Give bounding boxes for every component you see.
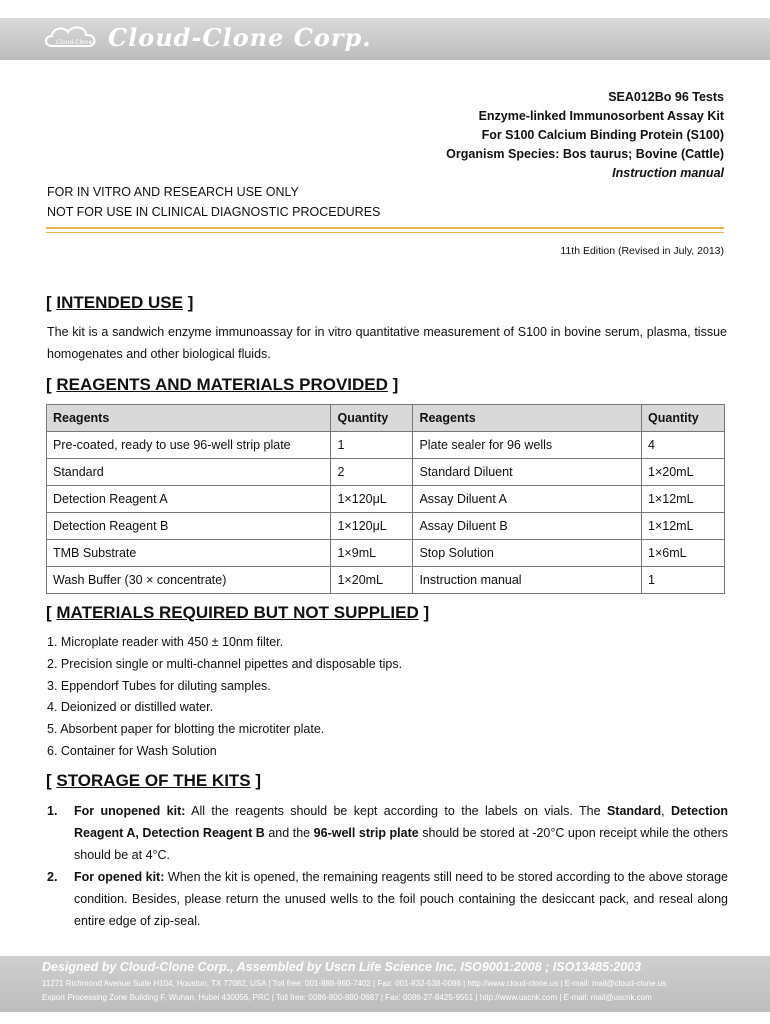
text-run: should be stored at -20°C upon receipt while the others should be at 4°C. [74,826,729,862]
item-text [74,800,728,866]
organism-species: Organism Species: Bos taurus; Bovine (Cattle) [446,147,724,161]
kit-type: Enzyme-linked Immunosorbent Assay Kit [478,109,724,123]
table-cell: Detection Reagent B [47,513,331,540]
table-cell: Pre-coated, ready to use 96-well strip plate [47,432,331,459]
table-cell: 1×20mL [331,567,413,594]
intended-use-text: The kit is a sandwich enzyme immunoassay for in vitro quantitative measurement of S100 in bovine serum, plasma, tissue homogenates and other biological fluids. [47,325,727,361]
list-item: 1. Microplate reader with 450 ± 10nm filter. [47,635,284,649]
table-row [47,459,725,486]
table-cell: 1×12mL [642,486,725,513]
table-cell: 1×12mL [642,513,725,540]
list-item [47,866,728,932]
text-run: and the [264,826,314,840]
table-cell: 1×120μL [331,486,413,513]
table-cell: 1×6mL [642,540,725,567]
table-cell: Standard Diluent [413,459,642,486]
item-text [74,866,728,932]
table-row [47,432,725,459]
divider-thin [46,232,724,233]
materials-title: MATERIALS REQUIRED BUT NOT SUPPLIED [56,603,419,622]
table-cell: 2 [331,459,413,486]
table-cell: TMB Substrate [47,540,331,567]
table-cell: Assay Diluent A [413,486,642,513]
brand-name: Cloud-Clone Corp. [108,22,372,52]
table-row [47,513,725,540]
item-lead: For opened kit: [74,870,165,884]
footer-prc-address: Export Processing Zone Building F, Wuhan, Hubei 430056, PRC | Toll free: 0086-800-880-0687 | Fax: 0086-27-8425-9551 | http://www.uscnk.com | E-mail: mail@uscnk.com [42,993,652,1002]
footer-us-address: 11271 Richmond Avenue Suite H104, Houston, TX 77082, USA | Toll free: 001-888-960-7402 | Fax: 001-832-538-0086 | http://www.cloud-clone.us | E-mail: mail@cloud-clone.us [42,979,667,988]
clinical-use-line: NOT FOR USE IN CLINICAL DIAGNOSTIC PROCEDURES [47,205,381,219]
svg-text:Cloud-Clone: Cloud-Clone [56,39,93,46]
storage-list [47,800,728,932]
bold-run: Detection Reagent A, Detection Reagent B [74,804,728,840]
item-number: 1. [47,804,58,818]
reagents-title: REAGENTS AND MATERIALS PROVIDED [56,375,388,394]
storage-title: STORAGE OF THE KITS [56,771,251,790]
bold-run: Standard [606,804,662,818]
table-cell: 1×9mL [331,540,413,567]
column-header: Quantity [642,405,725,432]
table-cell: 4 [642,432,725,459]
table-header-row [47,405,725,432]
text-run: All the reagents should be kept according to the labels on vials. The [185,804,607,818]
table-cell: Stop Solution [413,540,642,567]
product-code: SEA012Bo 96 Tests [608,90,724,104]
usage-notice [47,182,380,222]
cloud-logo-icon [42,22,100,52]
table-row [47,540,725,567]
reagents-table [46,404,725,594]
table-cell: 1 [642,567,725,594]
table-cell: 1 [331,432,413,459]
footer-credits: Designed by Cloud-Clone Corp., Assembled by Uscn Life Science Inc. ISO9001:2008 ; ISO13485:2003 [42,960,642,974]
footer-band [0,956,770,1012]
text-run: When the kit is opened, the remaining reagents still need to be stored according to the above storage condition. Besides, please return the unused wells to the foil pouch containing the desiccant pack, and reseal along entire edge of zip-seal. [74,870,728,928]
text-run: , [661,804,672,818]
list-item [47,800,728,866]
list-item: 4. Deionized or distilled water. [47,700,214,715]
list-item: 5. Absorbent paper for blotting the microtiter plate. [47,722,325,737]
item-lead: For unopened kit: [74,804,186,818]
table-row [47,567,725,594]
table-cell: Detection Reagent A [47,486,331,513]
materials-list [47,632,402,763]
reagents-heading: [ REAGENTS AND MATERIALS PROVIDED ] [46,375,399,394]
list-item: 3. Eppendorf Tubes for diluting samples. [47,678,271,693]
intended-use-heading: [ INTENDED USE ] [46,293,194,312]
table-cell: 1×20mL [642,459,725,486]
list-item: 6. Container for Wash Solution [47,743,217,758]
intended-use-title: INTENDED USE [56,293,183,312]
edition-note: 11th Edition (Revised in July, 2013) [560,245,724,257]
table-cell: Instruction manual [413,567,642,594]
storage-heading: [ STORAGE OF THE KITS ] [46,771,262,790]
column-header: Reagents [413,405,642,432]
table-cell: Standard [47,459,331,486]
divider-thick [46,227,724,229]
column-header: Reagents [47,405,331,432]
research-use-line: FOR IN VITRO AND RESEARCH USE ONLY [47,185,299,199]
table-cell: Wash Buffer (30 × concentrate) [47,567,331,594]
manual-label: Instruction manual [612,166,724,180]
brand-logo [42,22,372,52]
table-row [47,486,725,513]
materials-heading: [ MATERIALS REQUIRED BUT NOT SUPPLIED ] [46,603,430,622]
target-protein: For S100 Calcium Binding Protein (S100) [481,128,724,142]
item-number: 2. [47,870,58,884]
document-heading [446,88,724,183]
list-item: 2. Precision single or multi-channel pipettes and disposable tips. [47,656,403,671]
column-header: Quantity [331,405,413,432]
table-cell: Assay Diluent B [413,513,642,540]
table-cell: 1×120μL [331,513,413,540]
table-cell: Plate sealer for 96 wells [413,432,642,459]
bold-run: 96-well strip plate [313,826,419,840]
